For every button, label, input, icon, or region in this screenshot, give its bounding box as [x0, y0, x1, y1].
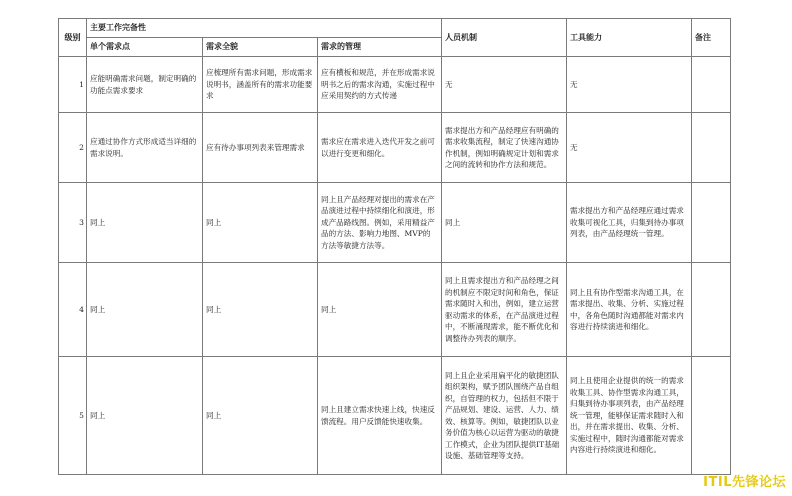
- people-mechanism-cell: 无: [442, 57, 567, 113]
- requirements-maturity-table: [58, 18, 731, 475]
- requirements-maturity-table-container: [58, 18, 731, 475]
- header-requirement-management: 需求的管理: [318, 38, 442, 57]
- level-cell: 1: [59, 57, 87, 113]
- requirement-overview-cell: 同上: [203, 263, 318, 357]
- tool-capability-cell: 无: [567, 57, 692, 113]
- single-requirement-cell: 同上: [87, 263, 203, 357]
- requirement-management-cell: 同上且产品经理对提出的需求在产品演进过程中持续细化和演进，形成产品路线图。例如，采用精益产品的方法、影响力地图、MVP的方法等敏捷方法等。: [318, 183, 442, 263]
- requirement-management-cell: 同上且建立需求快速上线，快速反馈流程。用户反馈能快速收集。: [318, 357, 442, 475]
- level-cell: 2: [59, 113, 87, 183]
- requirement-management-cell: 同上: [318, 263, 442, 357]
- level-cell: 5: [59, 357, 87, 475]
- single-requirement-cell: 应能明确需求问题，制定明确的功能点需求要求: [87, 57, 203, 113]
- table-row: [59, 113, 731, 183]
- single-requirement-cell: 同上: [87, 183, 203, 263]
- people-mechanism-cell: 同上: [442, 183, 567, 263]
- notes-cell: [692, 57, 731, 113]
- tool-capability-cell: 同上且使用企业提供的统一的需求收集工具、协作型需求沟通工具，归集到待办事项列表，由产品经理统一管理，能够保证需求随时入和出，并在需求提出、收集、分析、实施过程中，随时沟通都能对需求内容进行持续演进和细化。: [567, 357, 692, 475]
- level-cell: 3: [59, 183, 87, 263]
- single-requirement-cell: 同上: [87, 357, 203, 475]
- table-row: [59, 357, 731, 475]
- requirement-overview-cell: 同上: [203, 357, 318, 475]
- header-people-mechanism: 人员机制: [442, 19, 567, 57]
- people-mechanism-cell: 需求提出方和产品经理应有明确的需求收集流程，制定了快速沟通协作机制，例如明确规定计划和需求之间的流转和协作方法和规范。: [442, 113, 567, 183]
- requirement-management-cell: 应有横板和规范，并在形成需求说明书之后的需求沟通，实施过程中应采用契约的方式传递: [318, 57, 442, 113]
- requirement-overview-cell: 应有待办事项列表来管理需求: [203, 113, 318, 183]
- notes-cell: [692, 263, 731, 357]
- notes-cell: [692, 113, 731, 183]
- tool-capability-cell: 无: [567, 113, 692, 183]
- table-row: [59, 263, 731, 357]
- header-level: 级别: [59, 19, 87, 57]
- tool-capability-cell: 同上且有协作型需求沟通工具，在需求提出、收集、分析、实施过程中，各角色随时沟通都能对需求内容进行持续演进和细化。: [567, 263, 692, 357]
- header-requirement-overview: 需求全貌: [203, 38, 318, 57]
- header-single-requirement: 单个需求点: [87, 38, 203, 57]
- forum-watermark: ITIL先锋论坛: [703, 475, 786, 490]
- header-tool-capability: 工具能力: [567, 19, 692, 57]
- requirement-overview-cell: 同上: [203, 183, 318, 263]
- people-mechanism-cell: 同上且需求提出方和产品经理之间的机制应不限定时间和角色，保证需求随时入和出，例如，建立运营驱动需求的体系，在产品演进过程中，不断涌现需求，能不断优化和调整待办列表的顺序。: [442, 263, 567, 357]
- people-mechanism-cell: 同上且企业采用扁平化的敏捷团队组织架构，赋予团队围绕产品自组织，自管理的权力，包括但不限于产品规划、建设、运营、人力、绩效、核算等。例如，敏捷团队以业务价值为核心以运营为驱动的敏捷工作模式，企业为团队提供IT基础设施、基础管理等支持。: [442, 357, 567, 475]
- header-group-main-work: 主要工作完备性: [87, 19, 442, 38]
- header-notes: 备注: [692, 19, 731, 57]
- notes-cell: [692, 357, 731, 475]
- requirement-overview-cell: 应梳理所有需求问题，形成需求说明书，涵盖所有的需求功能要求: [203, 57, 318, 113]
- single-requirement-cell: 应通过协作方式形成适当详细的需求说明。: [87, 113, 203, 183]
- table-row: [59, 183, 731, 263]
- level-cell: 4: [59, 263, 87, 357]
- notes-cell: [692, 183, 731, 263]
- tool-capability-cell: 需求提出方和产品经理应通过需求收集可视化工具，归集到待办事项列表，由产品经理统一管理。: [567, 183, 692, 263]
- requirement-management-cell: 需求应在需求进入迭代开发之前可以进行变更和细化。: [318, 113, 442, 183]
- table-row: [59, 57, 731, 113]
